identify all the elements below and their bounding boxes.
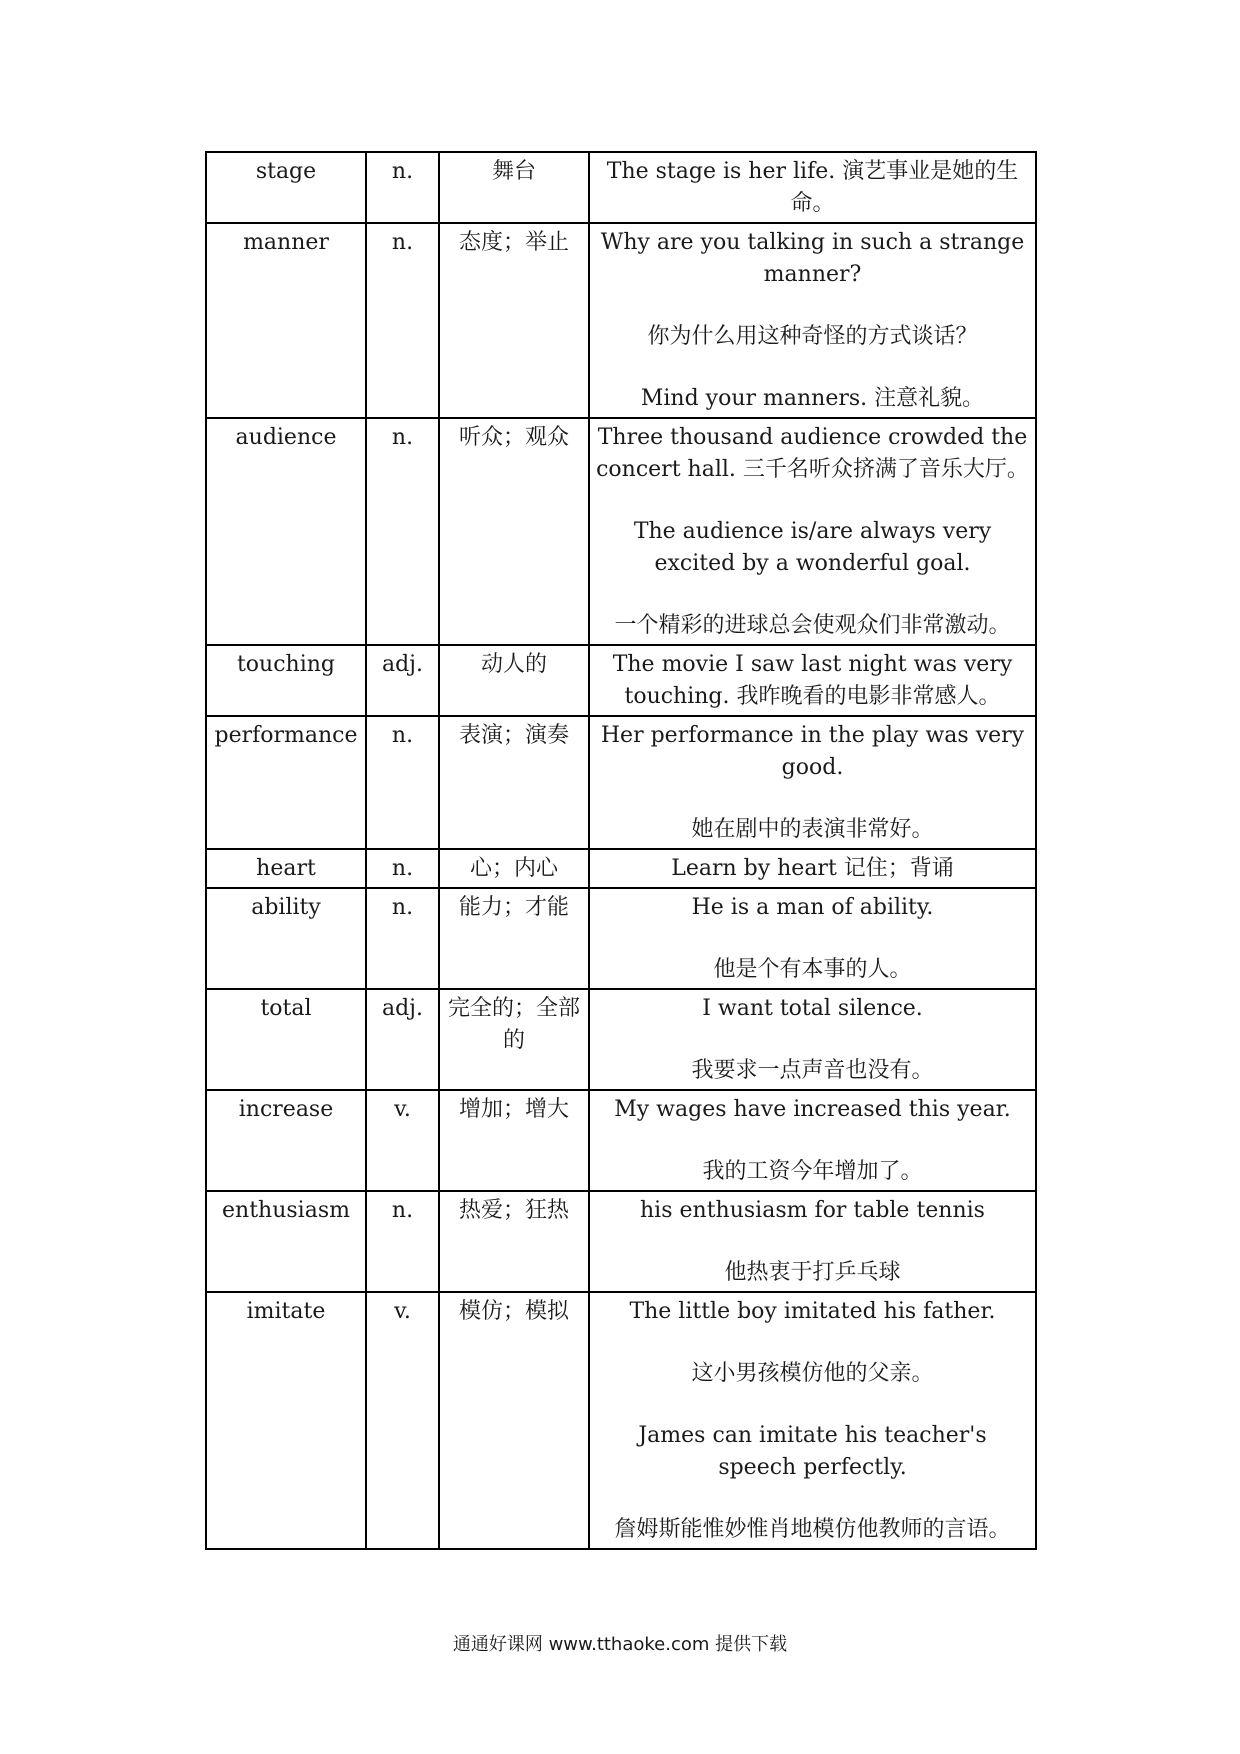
word-cell: performance (206, 716, 366, 849)
example-sentence: 我要求一点声音也没有。 (691, 1058, 934, 1083)
meaning-cell: 舞台 (439, 152, 589, 223)
part-of-speech-cell: v. (366, 1292, 439, 1549)
meaning-cell: 态度；举止 (439, 223, 589, 418)
example-sentence: 他热衷于打乒乓球 (724, 1260, 901, 1285)
part-of-speech-cell: adj. (366, 989, 439, 1090)
example-sentence: Learn by heart 记住；背诵 (671, 856, 954, 881)
example-cell (589, 1090, 1036, 1191)
example-cell (589, 1191, 1036, 1292)
table-row (206, 716, 1036, 849)
example-sentence: The movie I saw last night was very touching. 我昨晚看的电影非常感人。 (612, 652, 1013, 709)
word-cell: enthusiasm (206, 1191, 366, 1292)
table-row (206, 888, 1036, 989)
example-sentence: The stage is her life. 演艺事业是她的生命。 (606, 159, 1019, 216)
example-cell (589, 989, 1036, 1090)
example-sentence: Three thousand audience crowded the concert hall. 三千名听众挤满了音乐大厅。 (596, 425, 1029, 482)
table-row (206, 849, 1036, 888)
part-of-speech-cell: n. (366, 888, 439, 989)
example-sentence: 她在剧中的表演非常好。 (691, 817, 934, 842)
meaning-cell: 热爱；狂热 (439, 1191, 589, 1292)
example-sentence: He is a man of ability. (691, 895, 934, 920)
part-of-speech-cell: v. (366, 1090, 439, 1191)
meaning-cell: 增加；增大 (439, 1090, 589, 1191)
example-sentence: Why are you talking in such a strange manner? (600, 230, 1025, 287)
example-sentence: 你为什么用这种奇怪的方式谈话？ (647, 324, 978, 349)
part-of-speech-cell: n. (366, 223, 439, 418)
example-cell (589, 716, 1036, 849)
meaning-cell: 完全的；全部的 (439, 989, 589, 1090)
example-sentence: 我的工资今年增加了。 (702, 1159, 923, 1184)
table-row (206, 1292, 1036, 1549)
table-row (206, 989, 1036, 1090)
word-cell: stage (206, 152, 366, 223)
meaning-cell: 模仿；模拟 (439, 1292, 589, 1549)
example-sentence: 他是个有本事的人。 (713, 957, 912, 982)
example-sentence: My wages have increased this year. (614, 1097, 1011, 1122)
example-cell (589, 152, 1036, 223)
part-of-speech-cell: n. (366, 716, 439, 849)
part-of-speech-cell: n. (366, 1191, 439, 1292)
part-of-speech-cell: adj. (366, 645, 439, 716)
table-row (206, 223, 1036, 418)
example-sentence: I want total silence. (702, 996, 923, 1021)
word-cell: audience (206, 418, 366, 645)
vocabulary-table (205, 151, 1037, 1550)
example-sentence: his enthusiasm for table tennis (640, 1198, 985, 1223)
example-cell (589, 223, 1036, 418)
meaning-cell: 听众；观众 (439, 418, 589, 645)
example-cell (589, 418, 1036, 645)
word-cell: total (206, 989, 366, 1090)
example-sentence: The audience is/are always very excited by a wonderful goal. (633, 519, 992, 576)
part-of-speech-cell: n. (366, 849, 439, 888)
meaning-cell: 心；内心 (439, 849, 589, 888)
word-cell: manner (206, 223, 366, 418)
example-sentence: 一个精彩的进球总会使观众们非常激动。 (614, 613, 1011, 638)
example-sentence: The little boy imitated his father. (629, 1299, 996, 1324)
word-cell: heart (206, 849, 366, 888)
part-of-speech-cell: n. (366, 418, 439, 645)
example-sentence: Her performance in the play was very good. (600, 723, 1025, 780)
example-sentence: Mind your manners. 注意礼貌。 (640, 386, 985, 411)
page-footer: 通通好课网 www.tthaoke.com 提供下载 (452, 1634, 788, 1655)
word-cell: ability (206, 888, 366, 989)
meaning-cell: 动人的 (439, 645, 589, 716)
part-of-speech-cell: n. (366, 152, 439, 223)
table-row (206, 418, 1036, 645)
example-sentence: 詹姆斯能惟妙惟肖地模仿他教师的言语。 (614, 1517, 1011, 1542)
word-cell: touching (206, 645, 366, 716)
vocabulary-table-body (206, 152, 1036, 1549)
example-cell (589, 1292, 1036, 1549)
meaning-cell: 表演；演奏 (439, 716, 589, 849)
word-cell: increase (206, 1090, 366, 1191)
table-row (206, 1191, 1036, 1292)
word-cell: imitate (206, 1292, 366, 1549)
table-row (206, 1090, 1036, 1191)
example-sentence: 这小男孩模仿他的父亲。 (691, 1361, 934, 1386)
example-cell (589, 849, 1036, 888)
table-row (206, 645, 1036, 716)
example-cell (589, 645, 1036, 716)
meaning-cell: 能力；才能 (439, 888, 589, 989)
example-cell (589, 888, 1036, 989)
table-row (206, 152, 1036, 223)
example-sentence: James can imitate his teacher's speech perfectly. (638, 1423, 987, 1480)
